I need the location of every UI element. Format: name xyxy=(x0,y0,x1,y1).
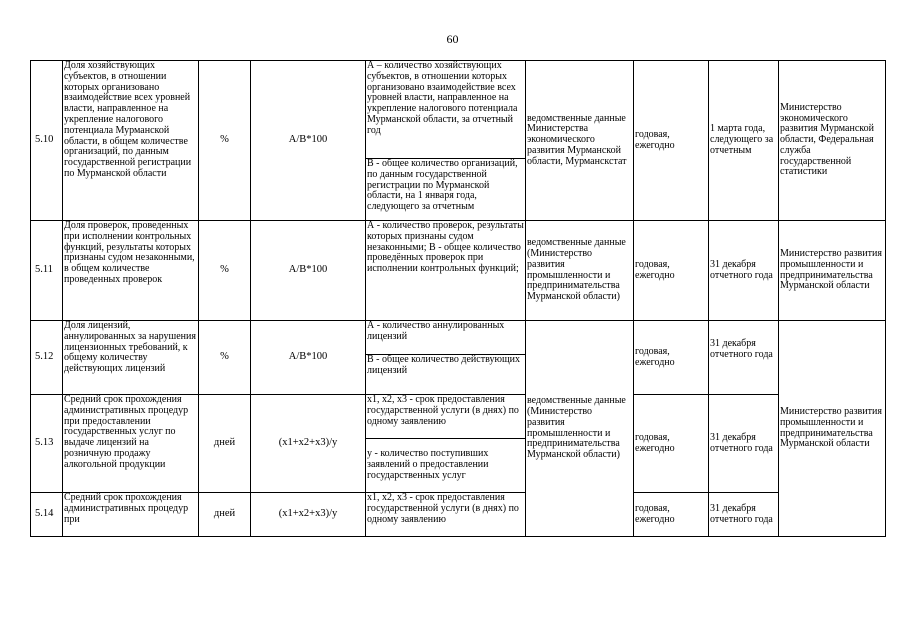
indicator-name: Доля лицензий, аннулированных за нарушения лицензионных требований, к общему количеству действующих лицензий xyxy=(63,321,199,395)
deadline: 31 декабря отчетного года xyxy=(709,395,779,493)
unit: % xyxy=(199,221,251,321)
row-number: 5.12 xyxy=(31,321,63,395)
variable-x: x1, x2, x3 - срок предоставления государственной услуги (в днях) по одному заявлению xyxy=(366,395,526,439)
unit: дней xyxy=(199,493,251,537)
table-row xyxy=(31,221,886,321)
variable-a: А - количество аннулированных лицензий xyxy=(366,321,526,355)
responsible: Министерство развития промышленности и предпринимательства Мурманской области xyxy=(779,321,886,537)
row-number: 5.11 xyxy=(31,221,63,321)
variable-a: А – количество хозяйствующих субъектов, в отношении которых организовано взаимодействие всех уровней власти, направленное на укрепление налогового потенциала Мурманской области, за отчетный год xyxy=(366,61,526,159)
unit: % xyxy=(199,321,251,395)
deadline: 31 декабря отчетного года xyxy=(709,493,779,537)
table-row xyxy=(31,61,886,159)
variables: А - количество проверок, результаты которых признаны судом незаконными; В - общее количество проведённых проверок при исполнении контрольных функций; xyxy=(366,221,526,321)
variable-b: В - общее количество организаций, по данным государственной регистрации по Мурманской области, на 1 января года, следующего за отчетным xyxy=(366,159,526,221)
data-source: ведомственные данные (Министерство развития промышленности и предпринимательства Мурманской области) xyxy=(526,221,634,321)
data-source: ведомственные данные (Министерство развития промышленности и предпринимательства Мурманской области) xyxy=(526,321,634,537)
periodicity: годовая, ежегодно xyxy=(634,395,709,493)
table-row xyxy=(31,493,886,537)
periodicity: годовая, ежегодно xyxy=(634,221,709,321)
indicator-name: Доля хозяйствующих субъектов, в отношении которых организовано взаимодействие всех уровней власти, направленное на укрепление налогового потенциала Мурманской области, в общем количестве организаций, по данным государственной регистрации по Мурманской области xyxy=(63,61,199,221)
deadline: 31 декабря отчетного года xyxy=(709,321,779,395)
indicator-name: Доля проверок, проведенных при исполнении контрольных функций, результаты которых признаны судом незаконными, в общем количестве проведенных проверок xyxy=(63,221,199,321)
row-number: 5.10 xyxy=(31,61,63,221)
indicator-name: Средний срок прохождения административных процедур при предоставлении государственных услуг по выдаче лицензий на розничную продажу алкогольной продукции xyxy=(63,395,199,493)
formula: (x1+x2+x3)/y xyxy=(251,395,366,493)
variable-b: В - общее количество действующих лицензий xyxy=(366,355,526,395)
page-number: 60 xyxy=(446,32,459,46)
deadline: 31 декабря отчетного года xyxy=(709,221,779,321)
indicator-name: Средний срок прохождения административных процедур при xyxy=(63,493,199,537)
formula: A/B*100 xyxy=(251,61,366,221)
responsible: Министерство экономического развития Мурманской области, Федеральная служба государственной статистики xyxy=(779,61,886,221)
unit: дней xyxy=(199,395,251,493)
row-number: 5.13 xyxy=(31,395,63,493)
unit: % xyxy=(199,61,251,221)
table-row xyxy=(31,321,886,355)
periodicity: годовая, ежегодно xyxy=(634,493,709,537)
indicators-table xyxy=(30,60,886,537)
periodicity: годовая, ежегодно xyxy=(634,321,709,395)
row-number: 5.14 xyxy=(31,493,63,537)
table-row xyxy=(31,395,886,439)
deadline: 1 марта года, следующего за отчетным xyxy=(709,61,779,221)
periodicity: годовая, ежегодно xyxy=(634,61,709,221)
variable-x: x1, x2, x3 - срок предоставления государственной услуги (в днях) по одному заявлению xyxy=(366,493,526,537)
variable-y: y - количество поступивших заявлений о предоставлении государственных услуг xyxy=(366,439,526,493)
data-source: ведомственные данные Министерства экономического развития Мурманской области, Мурманскстат xyxy=(526,61,634,221)
formula: A/B*100 xyxy=(251,321,366,395)
formula: (x1+x2+x3)/y xyxy=(251,493,366,537)
formula: A/B*100 xyxy=(251,221,366,321)
responsible: Министерство развития промышленности и предпринимательства Мурманской области xyxy=(779,221,886,321)
